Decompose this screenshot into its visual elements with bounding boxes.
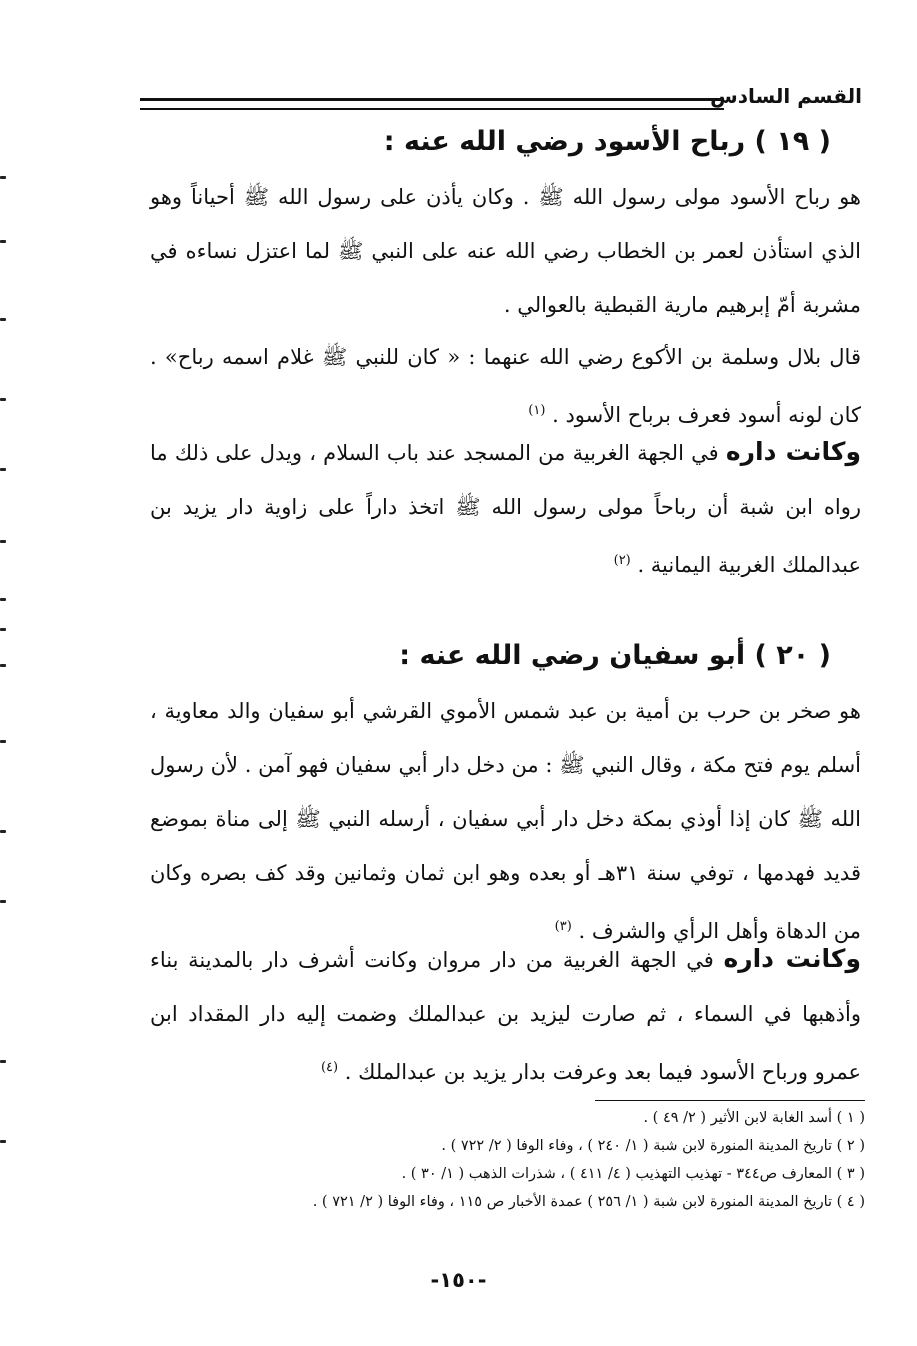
footnote: ( ٤ ) تاريخ المدينة المنورة لابن شبة ( ١/ ٢٥٦ ) عمدة الأخبار ص ١١٥ ، وفاء الوفا ( ٢/ ٧٢١ ) . [312,1194,865,1210]
scan-speck [0,740,6,743]
paragraph [150,170,861,332]
page-number: -١٥٠- [430,1268,487,1292]
scan-speck [0,664,6,667]
paragraph-text: في الجهة الغربية من دار مروان وكانت أشرف دار بالمدينة بناء وأذهبها في السماء ، ثم صارت ليزيد بن عبدالملك وضمت إليه دار المقداد ابن عمرو ورباح الأسود فيما بعد وعرفت بدار يزيد بن عبدالملك . [150,948,861,1084]
paragraph-text: هو صخر بن حرب بن أمية بن عبد شمس الأموي القرشي أبو سفيان والد معاوية ، أسلم يوم فتح مكة ، وقال النبي ﷺ : من دخل دار أبي سفيان فهو آمن . لأن رسول الله ﷺ كان إذا أوذي بمكة دخل دار أبي سفيان ، أرسله النبي ﷺ إلى مناة بموضع قديد فهدمها ، توفي سنة ٣١هـ أو بعده وهو ابن ثمان وثمانين وقد كف بصره وكان من الدهاة وأهل الرأي والشرف . [150,699,861,943]
scan-speck [0,176,6,179]
footnote-ref: (٢) [613,553,631,568]
paragraph-text: قال بلال وسلمة بن الأكوع رضي الله عنهما : « كان للنبي ﷺ غلام اسمه رباح» . كان لونه أسود فعرف برباح الأسود . [150,345,861,427]
footnote: ( ٢ ) تاريخ المدينة المنورة لابن شبة ( ١/ ٢٤٠ ) ، وفاء الوفا ( ٢/ ٧٢٢ ) . [441,1138,865,1154]
scan-speck [0,468,6,471]
paragraph [150,684,861,958]
footnote-ref: (٤) [320,1060,339,1075]
scan-speck [0,540,6,543]
scan-speck [0,240,6,243]
scan-speck [0,1140,6,1143]
section-heading: ( ٢٠ ) أبو سفيان رضي الله عنه : [399,640,831,671]
paragraph [150,425,861,592]
footnote-ref: (١) [528,403,546,418]
scan-speck [0,900,6,903]
scan-speck [0,398,6,401]
running-header [140,84,862,114]
scan-speck [0,598,6,601]
paragraph [150,932,861,1099]
paragraph-text: هو رباح الأسود مولى رسول الله ﷺ . وكان يأذن على رسول الله ﷺ أحياناً وهو الذي استأذن لعمر بن الخطاب رضي الله عنه على النبي ﷺ لما اعتزل نساءه في مشربة أمّ إبرهيم مارية القبطية بالعوالي . [150,185,861,317]
footnote-divider [595,1100,865,1101]
paragraph-text: في الجهة الغربية من المسجد عند باب السلام ، ويدل على ذلك ما رواه ابن شبة أن رباحاً مولى رسول الله ﷺ اتخذ داراً على زاوية دار يزيد بن عبدالملك الغربية اليمانية . [150,441,861,577]
footnote: ( ١ ) أسد الغابة لابن الأثير ( ٢/ ٤٩ ) . [643,1110,865,1126]
scan-speck [0,318,6,321]
footnote-ref: (٣) [554,919,572,934]
paragraph-lead: وكانت داره [723,944,861,973]
paragraph-lead: وكانت داره [725,437,861,466]
scan-speck [0,1060,6,1063]
header-title: القسم السادس [710,84,862,108]
section-heading: ( ١٩ ) رباح الأسود رضي الله عنه : [383,126,831,157]
scan-speck [0,628,6,631]
header-rule [140,98,724,110]
footnotes [150,1104,865,1216]
footnote: ( ٣ ) المعارف ص٣٤٤ - تهذيب التهذيب ( ٤/ ٤١١ ) ، شذرات الذهب ( ١/ ٣٠ ) . [401,1166,865,1182]
scan-speck [0,830,6,833]
